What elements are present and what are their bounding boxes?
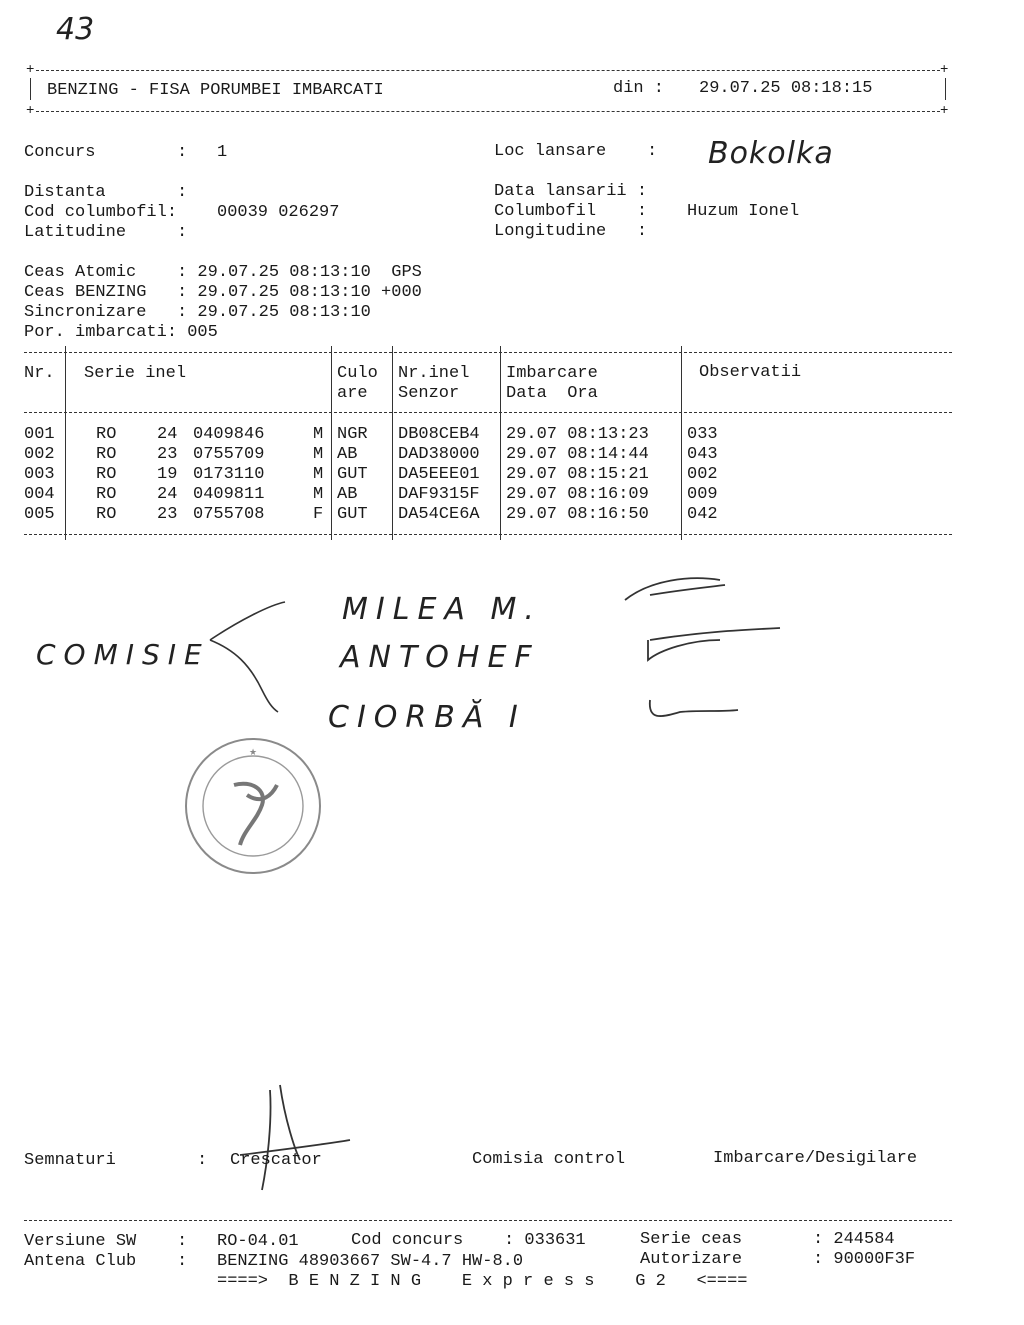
columbofil-label: Columbofil : [494, 202, 648, 221]
club-stamp-seal [182, 735, 324, 877]
box-corner: + [26, 62, 35, 78]
autorizare-label: Autorizare [640, 1250, 743, 1269]
ceas-benzing: Ceas BENZING : 29.07.25 08:13:10 +000 [24, 283, 422, 302]
row-tara: RO [96, 445, 117, 464]
row-senzor: DA54CE6A [398, 505, 480, 524]
commission-member-1: MILEA M. [342, 592, 542, 627]
row-culoare: GUT [337, 505, 368, 524]
row-an: 19 [157, 465, 178, 484]
row-observatii: 002 [687, 465, 718, 484]
col-header-nr: Nr. [24, 364, 55, 383]
row-senzor: DAF9315F [398, 485, 480, 504]
col-header-nr-inel: Nr.inel [398, 364, 470, 383]
comisia-control-label: Comisia control [472, 1150, 626, 1169]
row-sex: M [313, 465, 324, 484]
loc-lansare-label: Loc lansare : [494, 142, 658, 161]
row-observatii: 033 [687, 425, 718, 444]
row-inel: 0173110 [193, 465, 265, 484]
autorizare-value: : 90000F3F [813, 1250, 916, 1269]
row-nr: 003 [24, 465, 55, 484]
row-tara: RO [96, 465, 117, 484]
din-label: din : [613, 79, 665, 98]
col-header-imbarcare: Imbarcare [506, 364, 598, 383]
row-nr: 001 [24, 425, 55, 444]
col-header-serie: Serie inel [84, 364, 187, 383]
row-data-ora: 29.07 08:14:44 [506, 445, 649, 464]
concurs-value: 1 [217, 143, 228, 162]
footer-rule [24, 1220, 952, 1221]
benzing-express-banner: ====> B E N Z I N G E x p r e s s G 2 <==== [217, 1272, 748, 1291]
porumbei-imbarcati: Por. imbarcati: 005 [24, 323, 218, 342]
row-culoare: AB [337, 485, 358, 504]
versiune-sw-value: RO-04.01 [217, 1232, 299, 1251]
col-header-culoare-2: are [337, 384, 368, 403]
serie-ceas-label: Serie ceas [640, 1230, 743, 1249]
row-tara: RO [96, 425, 117, 444]
row-an: 23 [157, 505, 178, 524]
semnaturi-colon: : [197, 1151, 208, 1170]
row-sex: M [313, 485, 324, 504]
row-observatii: 042 [687, 505, 718, 524]
versiune-sw-label: Versiune SW : [24, 1232, 188, 1251]
crescator-label: Crescator [230, 1151, 322, 1170]
print-timestamp: 29.07.25 08:18:15 [699, 79, 873, 98]
row-culoare: GUT [337, 465, 368, 484]
page-number-handwritten: 43 [56, 12, 95, 47]
cod-columbofil-value: 00039 026297 [217, 203, 340, 222]
row-inel: 0755709 [193, 445, 265, 464]
col-header-culoare: Culo [337, 364, 378, 383]
box-corner: + [26, 103, 35, 119]
row-inel: 0409811 [193, 485, 265, 504]
concurs-label: Concurs : [24, 143, 188, 162]
cod-concurs: Cod concurs : 033631 [351, 1231, 586, 1250]
row-an: 24 [157, 485, 178, 504]
row-observatii: 009 [687, 485, 718, 504]
distanta-label: Distanta : [24, 183, 188, 202]
sincronizare: Sincronizare : 29.07.25 08:13:10 [24, 303, 371, 322]
row-nr: 005 [24, 505, 55, 524]
row-nr: 002 [24, 445, 55, 464]
ceas-atomic: Ceas Atomic : 29.07.25 08:13:10 GPS [24, 263, 422, 282]
comisie-handwritten: COMISIE [36, 638, 210, 671]
loc-lansare-handwritten: Bokolka [708, 136, 834, 171]
box-corner: + [940, 103, 949, 119]
row-sex: M [313, 445, 324, 464]
row-inel: 0755708 [193, 505, 265, 524]
row-data-ora: 29.07 08:16:09 [506, 485, 649, 504]
row-an: 23 [157, 445, 178, 464]
row-culoare: AB [337, 445, 358, 464]
antena-club-value: BENZING 48903667 SW-4.7 HW-8.0 [217, 1252, 524, 1271]
row-sex: F [313, 505, 324, 524]
semnaturi-label: Semnaturi [24, 1151, 116, 1170]
box-corner: + [940, 62, 949, 78]
row-tara: RO [96, 505, 117, 524]
row-sex: M [313, 425, 324, 444]
latitudine-label: Latitudine : [24, 223, 188, 242]
col-header-observatii: Observatii [699, 363, 802, 382]
row-senzor: DA5EEE01 [398, 465, 480, 484]
row-culoare: NGR [337, 425, 368, 444]
imbarcare-desigilare-label: Imbarcare/Desigilare [713, 1149, 918, 1168]
longitudine-label: Longitudine : [494, 222, 648, 241]
serie-ceas-value: : 244584 [813, 1230, 895, 1249]
data-lansarii-label: Data lansarii : [494, 182, 648, 201]
commission-member-2: ANTOHEF [340, 640, 540, 675]
row-data-ora: 29.07 08:15:21 [506, 465, 649, 484]
cod-columbofil-label: Cod columbofil: [24, 203, 178, 222]
row-data-ora: 29.07 08:16:50 [506, 505, 649, 524]
svg-text:★: ★ [248, 748, 258, 758]
document-title: BENZING - FISA PORUMBEI IMBARCATI [47, 81, 384, 100]
row-an: 24 [157, 425, 178, 444]
row-nr: 004 [24, 485, 55, 504]
row-inel: 0409846 [193, 425, 265, 444]
columbofil-value: Huzum Ionel [687, 202, 800, 221]
row-senzor: DB08CEB4 [398, 425, 480, 444]
commission-member-3: CIORBĂ I [328, 700, 526, 735]
row-senzor: DAD38000 [398, 445, 480, 464]
col-header-data-ora: Data Ora [506, 384, 598, 403]
row-observatii: 043 [687, 445, 718, 464]
row-data-ora: 29.07 08:13:23 [506, 425, 649, 444]
antena-club-label: Antena Club : [24, 1252, 188, 1271]
col-header-senzor: Senzor [398, 384, 460, 403]
row-tara: RO [96, 485, 117, 504]
